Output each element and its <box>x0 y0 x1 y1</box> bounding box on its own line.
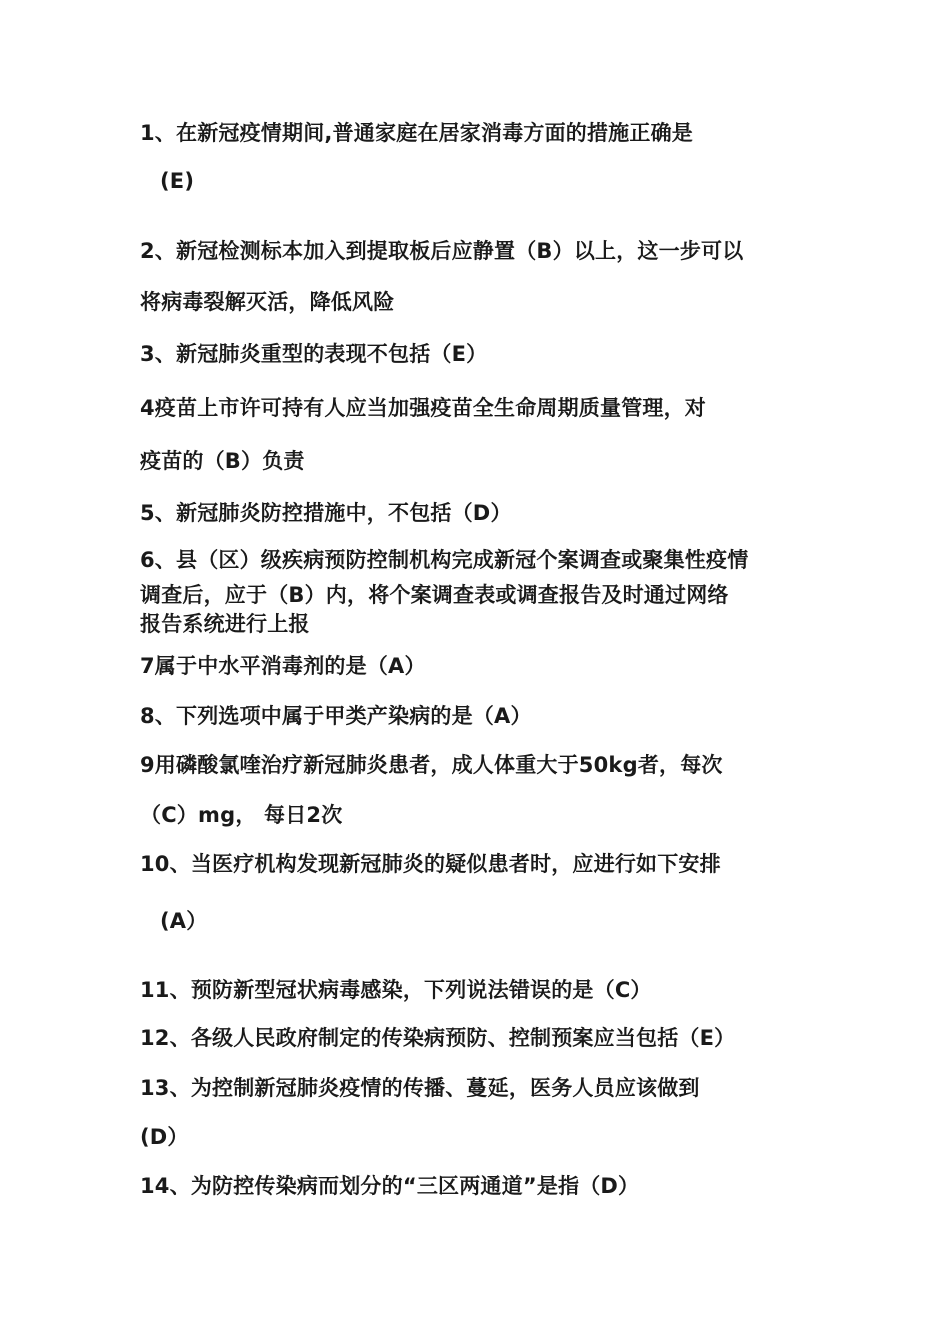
question-4-line-2: 疫苗的（B）负责 <box>140 449 305 473</box>
question-7-line-1: 7属于中水平消毒剂的是（A） <box>140 654 426 678</box>
question-1-line-1: 1、在新冠疫情期间,普通家庭在居家消毒方面的措施正确是 <box>140 121 693 145</box>
question-10-line-1: 10、当医疗机构发现新冠肺炎的疑似患者时，应进行如下安排 <box>140 852 721 876</box>
question-11-line-1: 11、预防新型冠状病毒感染，下列说法错误的是（C） <box>140 978 652 1002</box>
question-4-line-1: 4疫苗上市许可持有人应当加强疫苗全生命周期质量管理，对 <box>140 396 707 420</box>
question-6-line-3: 报告系统进行上报 <box>140 612 310 636</box>
question-8-line-1: 8、下列选项中属于甲类产染病的是（A） <box>140 704 532 728</box>
question-1-line-2: (E) <box>160 169 195 193</box>
question-2-line-2: 将病毒裂解灭活，降低风险 <box>140 290 395 314</box>
question-5-line-1: 5、新冠肺炎防控措施中，不包括（D） <box>140 501 512 525</box>
question-9-line-1: 9用磷酸氯喹治疗新冠肺炎患者，成人体重大于50kg者，每次 <box>140 753 723 777</box>
question-2-line-1: 2、新冠检测标本加入到提取板后应静置（B）以上，这一步可以 <box>140 239 744 263</box>
question-12-line-1: 12、各级人民政府制定的传染病预防、控制预案应当包括（E） <box>140 1026 736 1050</box>
question-6-line-1: 6、县（区）级疾病预防控制机构完成新冠个案调查或聚集性疫情 <box>140 548 749 572</box>
question-14-line-1: 14、为防控传染病而划分的“三区两通道”是指（D） <box>140 1174 640 1198</box>
question-3-line-1: 3、新冠肺炎重型的表现不包括（E） <box>140 342 488 366</box>
question-9-line-2: （C）mg， 每日2次 <box>140 803 343 827</box>
question-10-line-2: (A） <box>160 909 208 933</box>
question-13-line-1: 13、为控制新冠肺炎疫情的传播、蔓延，医务人员应该做到 <box>140 1076 700 1100</box>
question-13-line-2: (D） <box>140 1125 189 1149</box>
question-6-line-2: 调查后，应于（B）内，将个案调查表或调查报告及时通过网络 <box>140 583 729 607</box>
